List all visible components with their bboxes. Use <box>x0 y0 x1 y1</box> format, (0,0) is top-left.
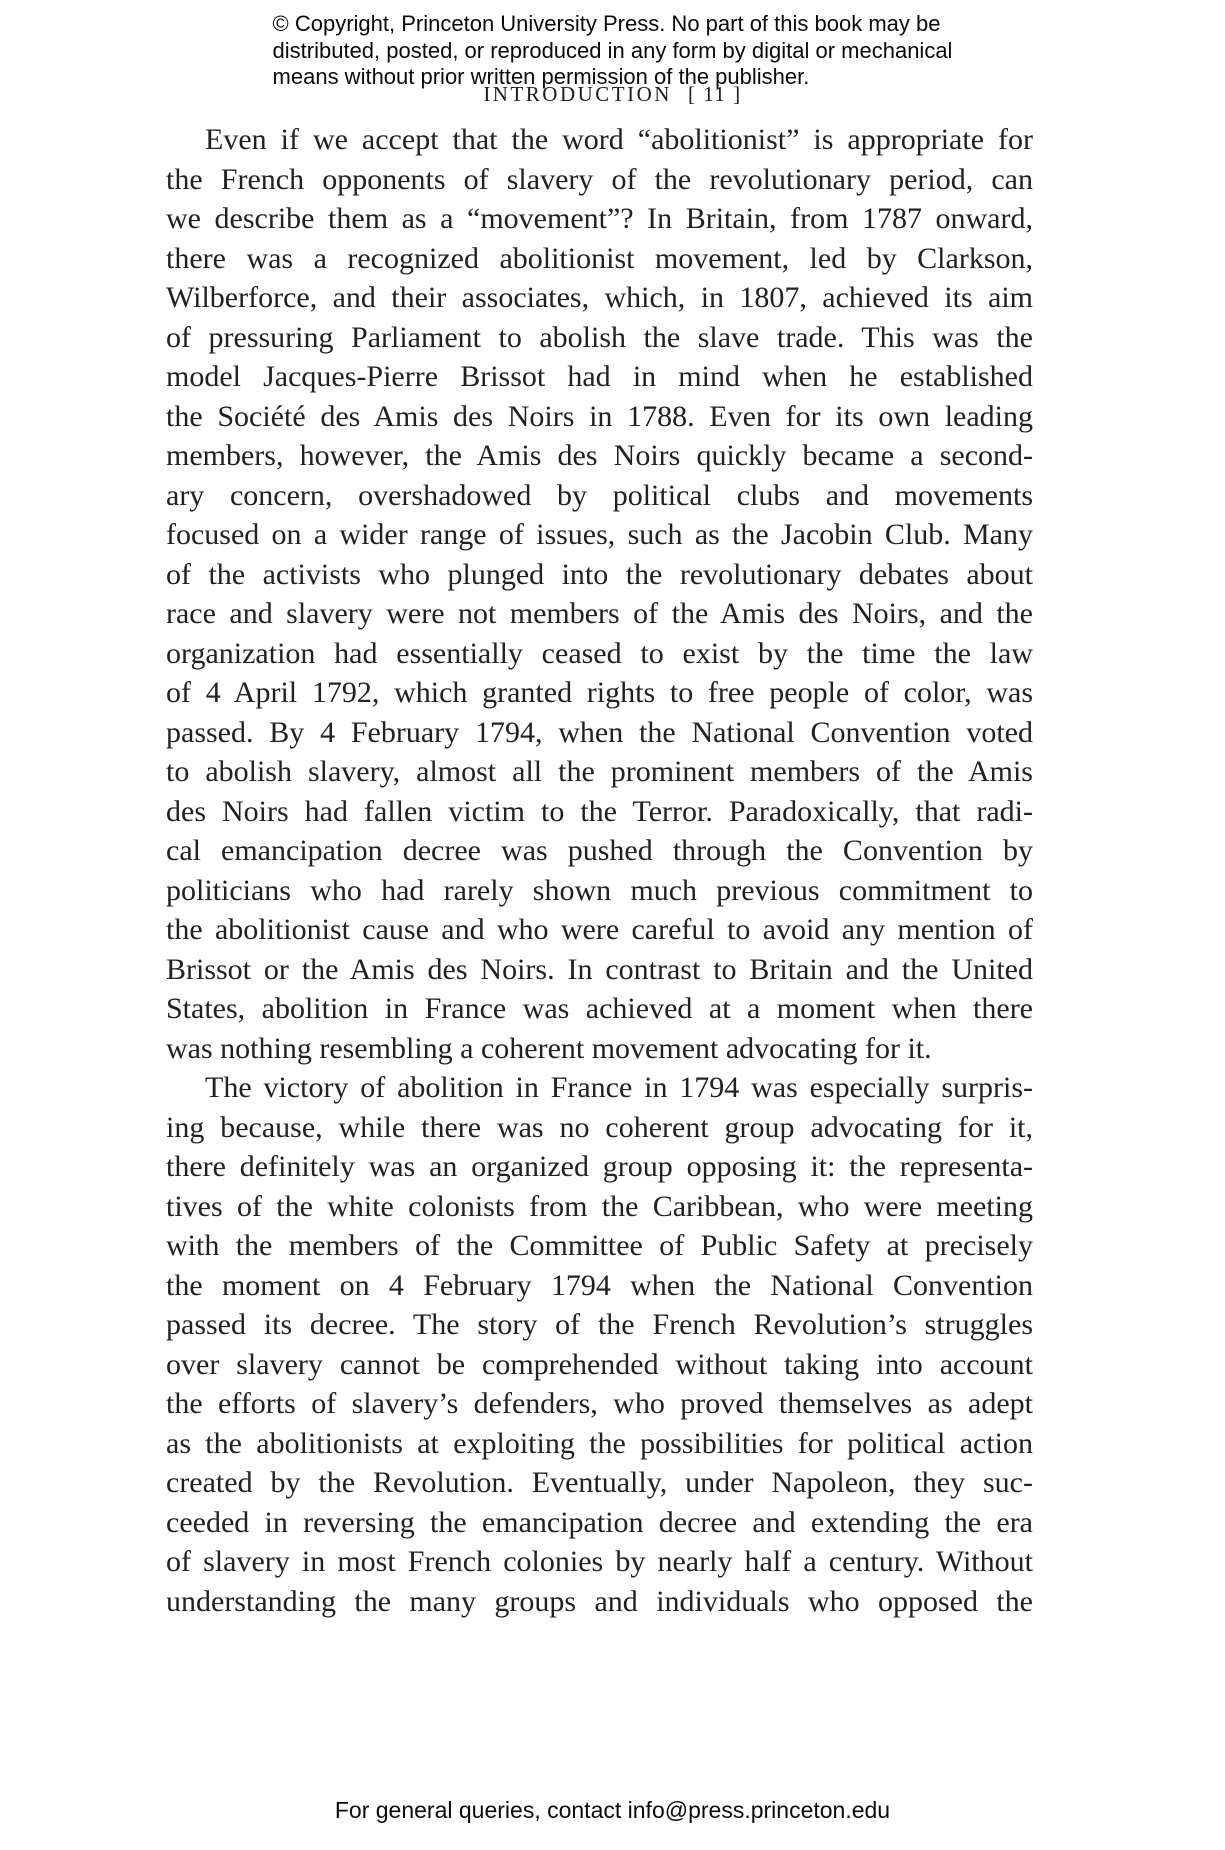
text-line: the efforts of slavery’s defenders, who proved themselves as adept <box>166 1387 1033 1420</box>
contact-email-link[interactable]: info@press.princeton.edu <box>627 1797 891 1823</box>
page-footer <box>0 1797 1225 1824</box>
text-line: was nothing resembling a coherent movement advocating for it. <box>166 1031 932 1065</box>
text-line: members, however, the Amis des Noirs quickly became a second- <box>166 439 1033 472</box>
text-line: passed its decree. The story of the French Revolution’s struggles <box>166 1308 1033 1341</box>
text-line: organization had essentially ceased to exist by the time the law <box>166 636 1033 670</box>
text-line: focused on a wider range of issues, such as the Jacobin Club. Many <box>166 518 1033 551</box>
text-line: there definitely was an organized group opposing it: the representa- <box>166 1150 1033 1183</box>
text-line: with the members of the Committee of Public Safety at precisely <box>166 1229 1033 1262</box>
text-line: The victory of abolition in France in 1794 was especially surpris- <box>205 1071 1033 1104</box>
text-line: ing because, while there was no coherent group advocating for it, <box>166 1110 1033 1144</box>
text-line: the abolitionist cause and who were careful to avoid any mention of <box>166 913 1033 946</box>
text-line: of the activists who plunged into the revolutionary debates about <box>166 557 1033 591</box>
text-line: Brissot or the Amis des Noirs. In contrast to Britain and the United <box>166 952 1033 986</box>
text-line: means without prior written permission of the publisher. <box>272 64 810 89</box>
text-line: as the abolitionists at exploiting the possibilities for political action <box>166 1426 1033 1460</box>
text-line: Even if we accept that the word “abolitionist” is appropriate for <box>205 123 1033 156</box>
text-line: created by the Revolution. Eventually, under Napoleon, they suc- <box>166 1466 1033 1499</box>
text-line: the moment on 4 February 1794 when the National Convention <box>166 1268 1033 1302</box>
footer-text: For general queries, contact <box>334 1797 628 1823</box>
text-line: of 4 April 1792, which granted rights to free people of color, was <box>166 676 1033 709</box>
running-head <box>0 82 1225 107</box>
text-line: race and slavery were not members of the Amis des Noirs, and the <box>166 597 1033 630</box>
running-head-title: INTRODUCTION <box>483 82 672 106</box>
body-text <box>166 120 1033 1621</box>
text-line: des Noirs had fallen victim to the Terror. Paradoxically, that radi- <box>166 794 1033 828</box>
text-line: passed. By 4 February 1794, when the National Convention voted <box>166 715 1033 749</box>
text-line: of slavery in most French colonies by nearly half a century. Without <box>166 1545 1033 1578</box>
text-line: the Société des Amis des Noirs in 1788. Even for its own leading <box>166 399 1033 433</box>
text-line: the French opponents of slavery of the revolutionary period, can <box>166 162 1033 196</box>
text-line: cal emancipation decree was pushed through the Convention by <box>166 834 1033 867</box>
text-line: ary concern, overshadowed by political clubs and movements <box>166 478 1033 512</box>
text-line: to abolish slavery, almost all the prominent members of the Amis <box>166 755 1033 788</box>
paragraph-2 <box>166 1068 1033 1621</box>
copyright-notice <box>0 11 1225 91</box>
text-line: we describe them as a “movement”? In Britain, from 1787 onward, <box>166 202 1033 235</box>
paragraph-1 <box>166 120 1033 1068</box>
text-line: States, abolition in France was achieved at a moment when there <box>166 992 1033 1025</box>
text-line: distributed, posted, or reproduced in any form by digital or mechanical <box>272 37 953 63</box>
text-line: Wilberforce, and their associates, which, in 1807, achieved its aim <box>166 281 1033 314</box>
text-line: tives of the white colonists from the Caribbean, who were meeting <box>166 1189 1033 1223</box>
text-line: of pressuring Parliament to abolish the slave trade. This was the <box>166 320 1033 354</box>
text-line: politicians who had rarely shown much previous commitment to <box>166 873 1033 907</box>
text-line: understanding the many groups and individuals who opposed the <box>166 1584 1033 1618</box>
text-line: model Jacques-Pierre Brissot had in mind when he established <box>166 360 1033 393</box>
copyright-text <box>273 11 953 91</box>
text-line: © Copyright, Princeton University Press. No part of this book may be <box>272 11 941 36</box>
text-line: there was a recognized abolitionist movement, led by Clarkson, <box>166 241 1033 275</box>
text-line: ceeded in reversing the emancipation decree and extending the era <box>166 1505 1033 1539</box>
page-number: [ 11 ] <box>687 82 742 106</box>
text-line: over slavery cannot be comprehended without taking into account <box>166 1347 1033 1381</box>
